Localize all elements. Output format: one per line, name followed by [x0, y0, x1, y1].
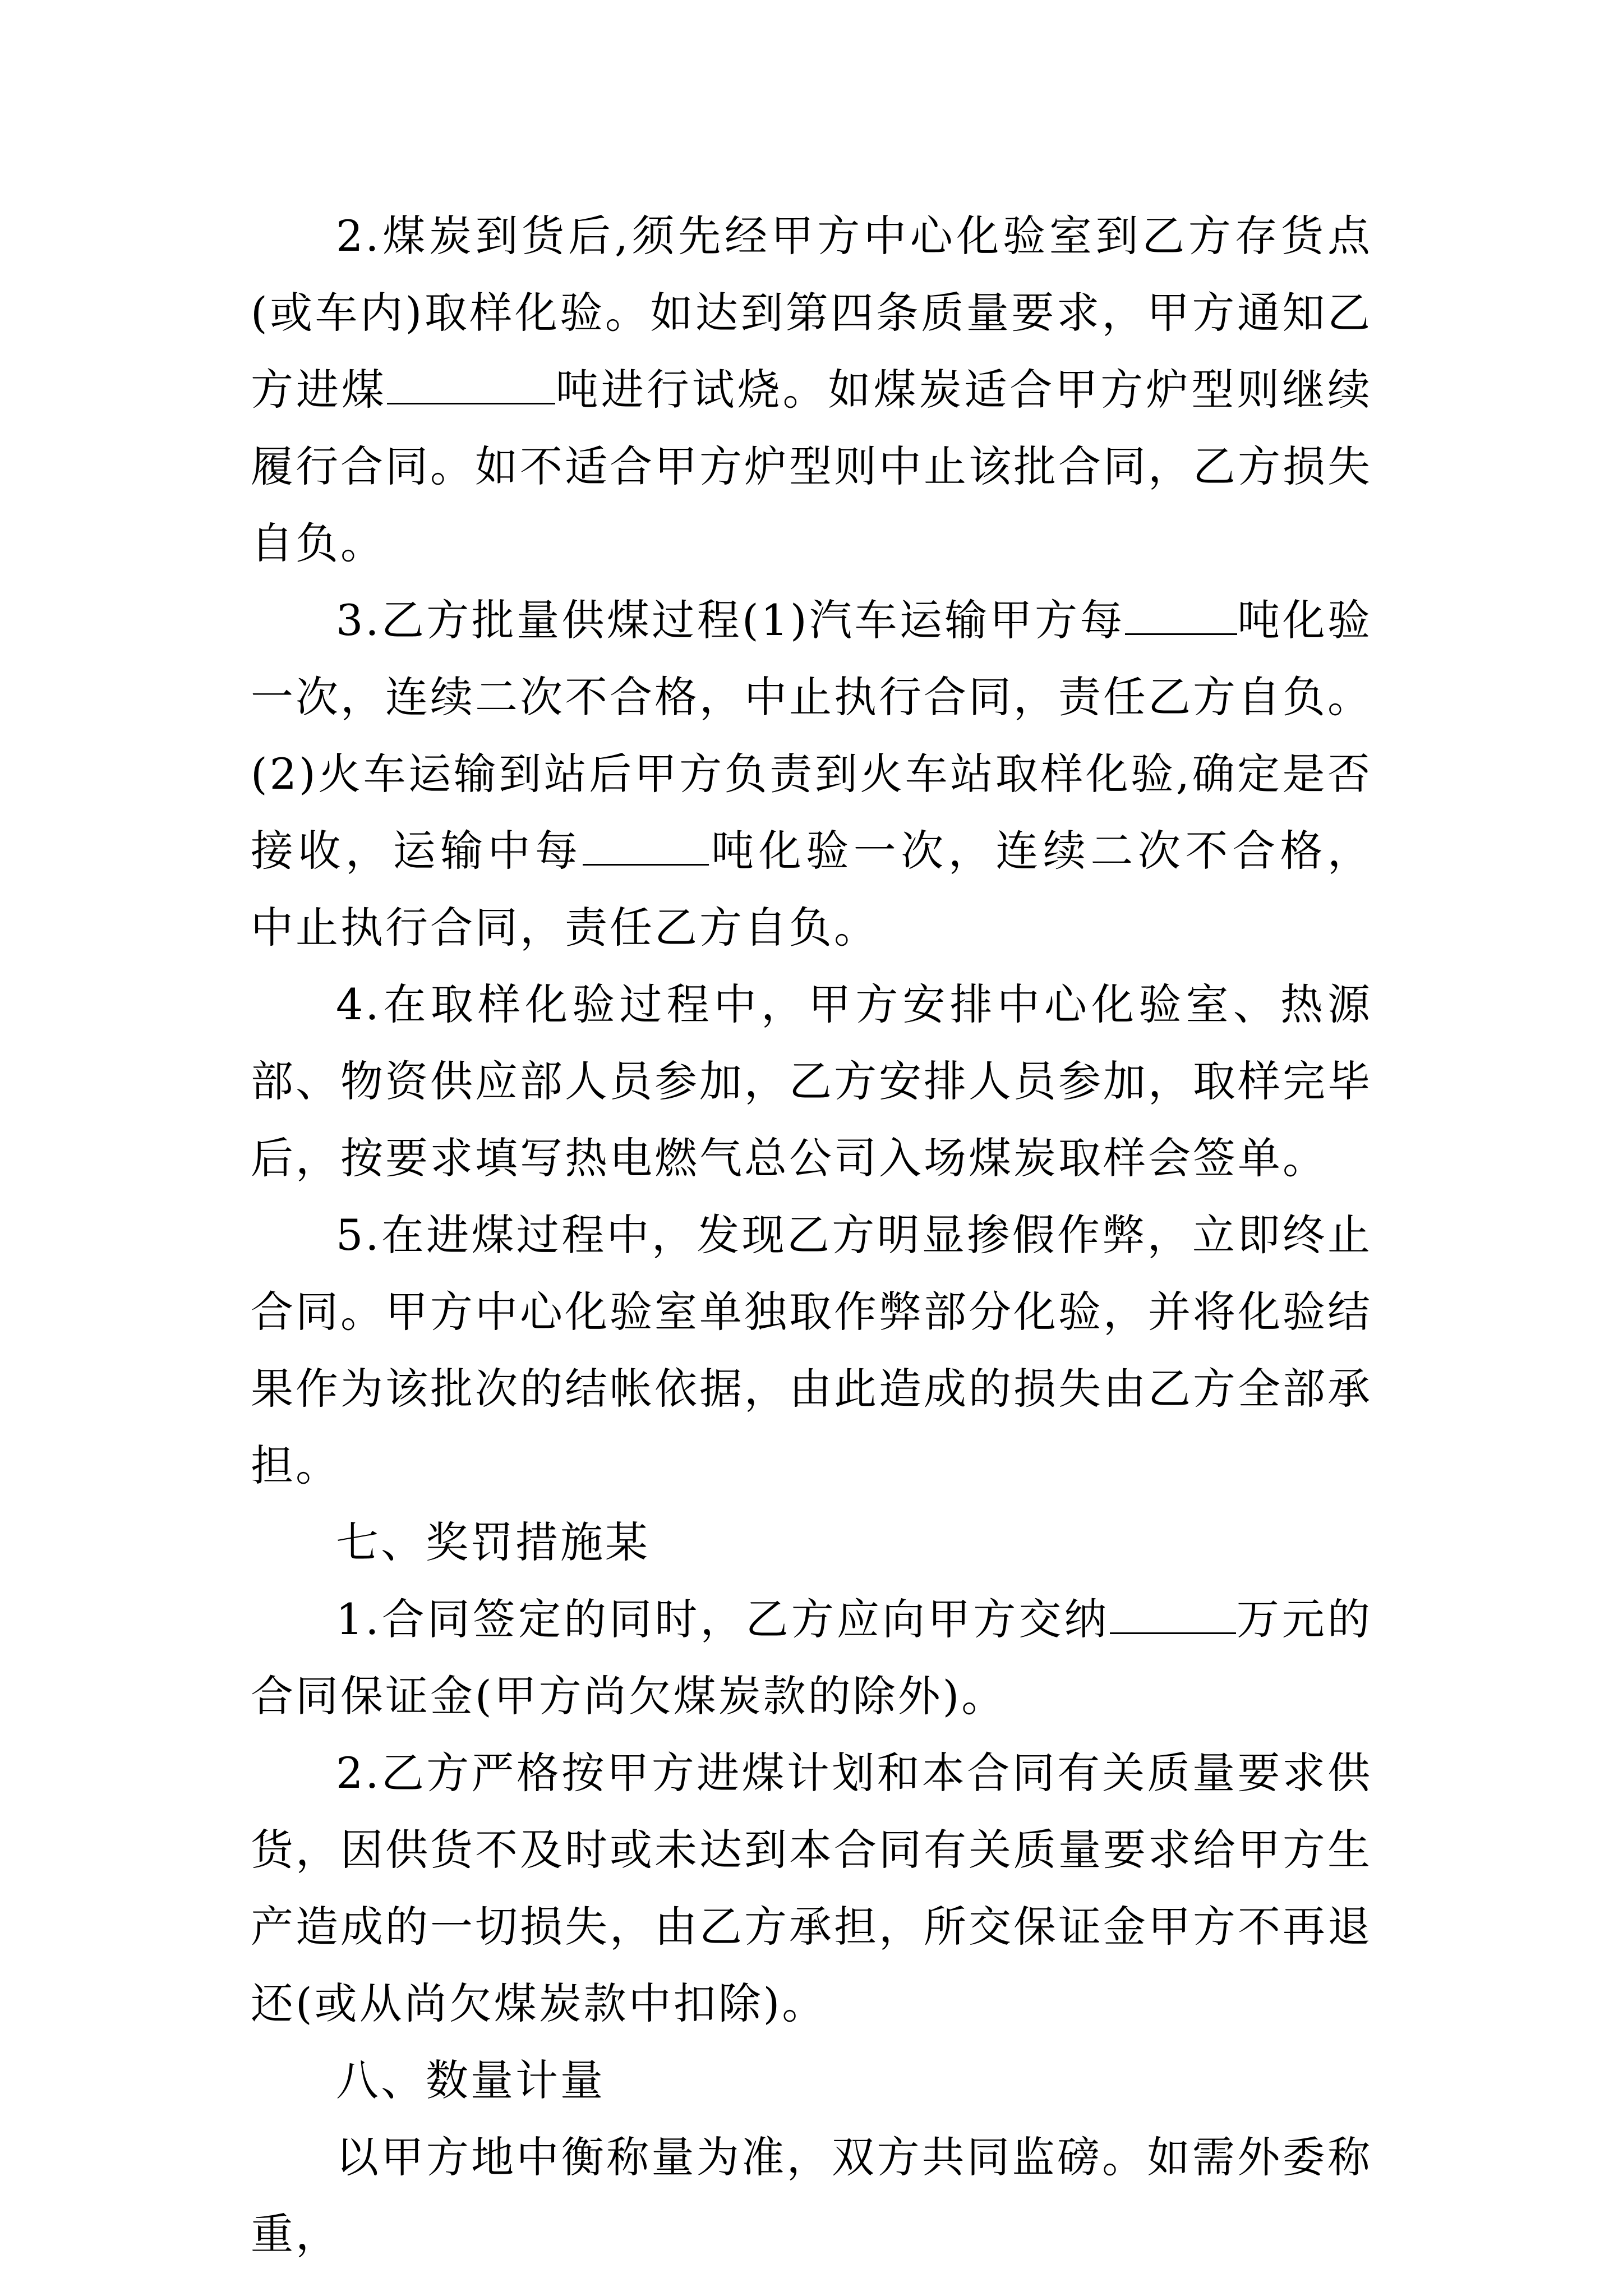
heading-text: 八、数量计量	[336, 2055, 605, 2105]
paragraph-text: 吨化验一次，连续二次不合格， 中止执行合同，责任乙方自负。	[251, 826, 1373, 953]
paragraph-text: 2.乙方严格按甲方进煤计划和本合同有关质量要求供货，因供货不及时或未达到本合同有关质量要求给甲方生产造成的一切损失，由乙方承担，所交保证金甲方不再退还(或从尚欠煤炭款中扣除)。	[251, 1748, 1372, 2028]
deposit-amount-blank	[1110, 1599, 1236, 1634]
clause-6-5-paragraph	[251, 1197, 1372, 1504]
section-7-heading	[251, 1504, 1372, 1581]
paragraph-text: 4.在取样化验过程中，甲方安排中心化验室、热源部、物资供应部人员参加，乙方安排人员参加，取样完毕后，按要求填写热电燃气总公司入场煤炭取样会签单。	[251, 979, 1372, 1183]
contract-body	[251, 197, 1372, 2272]
clause-6-2-paragraph	[251, 197, 1372, 582]
clause-6-4-paragraph	[251, 966, 1372, 1197]
section-8-heading	[251, 2042, 1372, 2119]
paragraph-text: 1.合同签定的同时，乙方应向甲方交纳	[336, 1594, 1110, 1644]
truck-test-tonnage-blank	[1125, 600, 1237, 635]
paragraph-text: 以甲方地中衡称量为准，双方共同监磅。如需外委称重，	[251, 2132, 1372, 2259]
clause-7-2-paragraph	[251, 1734, 1372, 2042]
paragraph-text: 万元的合同保证金(甲方尚欠煤炭款的除外)。	[251, 1594, 1372, 1721]
clause-7-1-paragraph	[251, 1581, 1372, 1734]
heading-text: 七、奖罚措施某	[336, 1517, 650, 1567]
paragraph-text: 吨进行试烧。如煤炭适合甲方炉型则继续履行合同。如不适合甲方炉型则中止该批合同，乙方损失自负。	[251, 365, 1373, 568]
rail-test-tonnage-blank	[583, 830, 709, 866]
paragraph-text: 5.在进煤过程中，发现乙方明显掺假作弊，立即终止合同。甲方中心化验室单独取作弊部分化验，并将化验结果作为该批次的结帐依据，由此造成的损失由乙方全部承担。	[251, 1210, 1372, 1490]
paragraph-text: 2.煤炭到货后,须先经甲方中心化验室到乙方存货点(或车内)取样化验。如达到第四条质量要求，甲方通知乙方进煤	[251, 211, 1372, 415]
paragraph-text: 吨化验一次，连续二次不合格，中止执行合同，责任乙方自负。(2)火车运输到站后甲方负责到火车站取样化验,确定是否接收，运输中每	[251, 595, 1373, 876]
trial-tonnage-blank	[387, 369, 555, 404]
paragraph-text: 3.乙方批量供煤过程(1)汽车运输甲方每	[336, 595, 1125, 645]
clause-8-paragraph	[251, 2119, 1372, 2272]
clause-6-3-paragraph	[251, 582, 1372, 966]
